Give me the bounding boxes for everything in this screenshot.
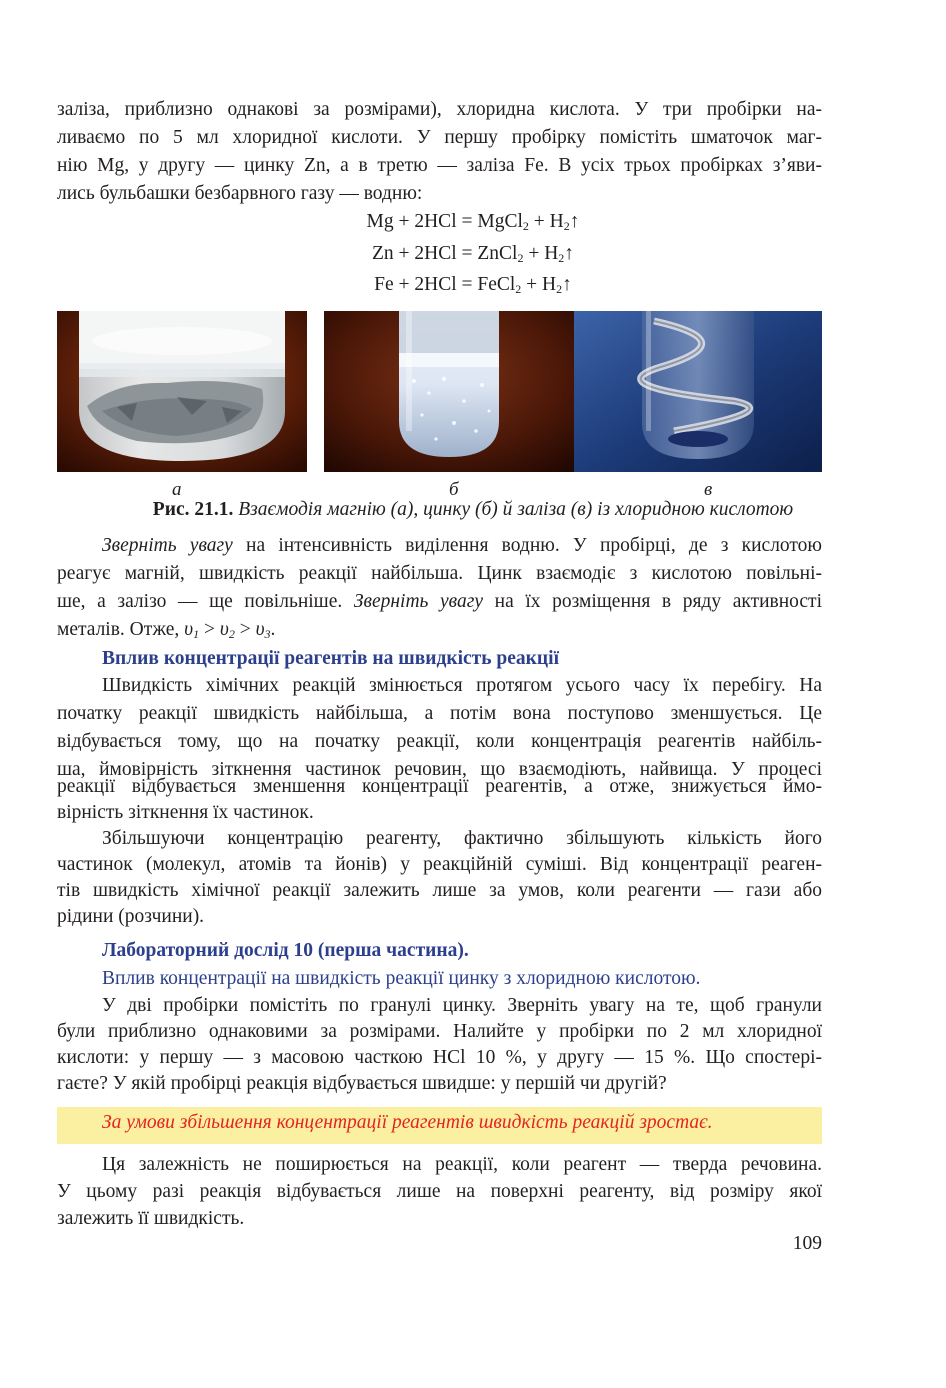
page-number: 109 [792, 1233, 822, 1254]
photo-zinc-test-tube [324, 311, 574, 472]
intro-line: ливаємо по 5 мл хлоридної кислоти. У першу пробірку помістіть шматочок маг- [57, 127, 822, 148]
paragraph-line: Ця залежність не поширюється на реакції, коли реагент — тверда речовина. [102, 1154, 822, 1175]
equation-zinc: Zn + 2HCl = ZnCl$_2$ + $H_2↑$ [371, 243, 575, 265]
paragraph-line: реакції відбувається зменшення концентрації реагентів, а отже, знижується ймо- [57, 776, 822, 797]
paragraph-line: були приблизно однаковими за розмірами. Налийте у пробірки по 2 мл хлоридної [57, 1021, 822, 1042]
intro-line: лись бульбашки безбарвного газу — водню: [57, 183, 423, 204]
paragraph-line: вірність зіткнення їх частинок. [57, 802, 314, 823]
paragraph-line: тів швидкість хімічної реакції залежить лише за умов, коли реагенти — гази або [57, 880, 822, 901]
paragraph-line: ша, ймовірність зіткнення частинок речовин, що взаємодіють, найвища. У процесі [57, 759, 822, 780]
paragraph-line: залежить її швидкість. [57, 1208, 245, 1229]
paragraph-line: У цьому разі реакція відбувається лише на поверхні реагенту, від розміру якої [57, 1181, 822, 1202]
paragraph-line: початку реакції швидкість найбільша, а потім вона поступово зменшується. Це [57, 703, 822, 724]
paragraph-line: металів. Отже, $\upsilon_1 > \upsilon_2 > \upsilon_3$. [57, 619, 276, 641]
section-heading: Вплив концентрації реагентів на швидкість реакції [102, 648, 559, 669]
lab-subtitle: Вплив концентрації на швидкість реакції цинку з хлоридною кислотою. [102, 968, 701, 989]
figure-caption: Рис. 21.1. Взаємодія магнію (а), цинку (б) й заліза (в) із хлоридною кислотою [152, 499, 794, 520]
intro-line: нію Mg, у другу — цинку Zn, а в третю — заліза Fe. В усіх трьох пробірках з’яви- [57, 155, 822, 176]
paragraph-line: відбувається тому, що на початку реакції, коли концентрація реагентів найбіль- [57, 731, 822, 752]
paragraph-line: Збільшуючи концентрацію реагенту, фактично збільшують кількість його [102, 828, 822, 849]
highlight-text: За умови збільшення концентрації реагентів швидкість реакцій зростає. [102, 1112, 713, 1133]
paragraph-line: реагує магній, швидкість реакції найбільша. Цинк взаємодіє з кислотою повільні- [57, 563, 822, 584]
paragraph-line: частинок (молекул, атомів та йонів) у реакційній суміші. Від концентрації реаген- [57, 854, 822, 875]
photo-iron-test-tube [574, 311, 822, 472]
equation-iron: Fe + 2HCl = FeCl$_2$ + $H_2↑$ [374, 274, 572, 296]
paragraph-line: гаєте? У якій пробірці реакція відбувається швидше: у першій чи другій? [57, 1073, 667, 1094]
figure-label-c: в [704, 479, 713, 500]
equation-magnesium: Mg + 2HCl = MgCl$_2$ + $H_2↑$ [366, 211, 580, 233]
photo-magnesium-test-tube [57, 311, 307, 472]
paragraph-line: Швидкість хімічних реакцій змінюється протягом усього часу їх перебігу. На [102, 675, 822, 696]
highlight-box [57, 1107, 822, 1144]
figure-label-a: а [172, 479, 182, 500]
lab-title: Лабораторний дослід 10 (перша частина). [102, 940, 469, 961]
paragraph-line: ше, а залізо — ще повільніше. Зверніть увагу на їх розміщення в ряду активності [57, 591, 822, 612]
intro-line: заліза, приблизно однакові за розмірами), хлоридна кислота. У три пробірки на- [57, 99, 822, 120]
figure-label-b: б [449, 479, 459, 500]
paragraph-line: У дві пробірки помістіть по гранулі цинку. Зверніть увагу на те, щоб гранули [102, 995, 822, 1016]
paragraph-line: кислоти: у першу — з масовою часткою HCl 10 %, у другу — 15 %. Що спостері- [57, 1047, 822, 1068]
paragraph-line: рідини (розчини). [57, 906, 205, 927]
paragraph-line: Зверніть увагу на інтенсивність виділення водню. У пробірці, де з кислотою [102, 535, 822, 556]
